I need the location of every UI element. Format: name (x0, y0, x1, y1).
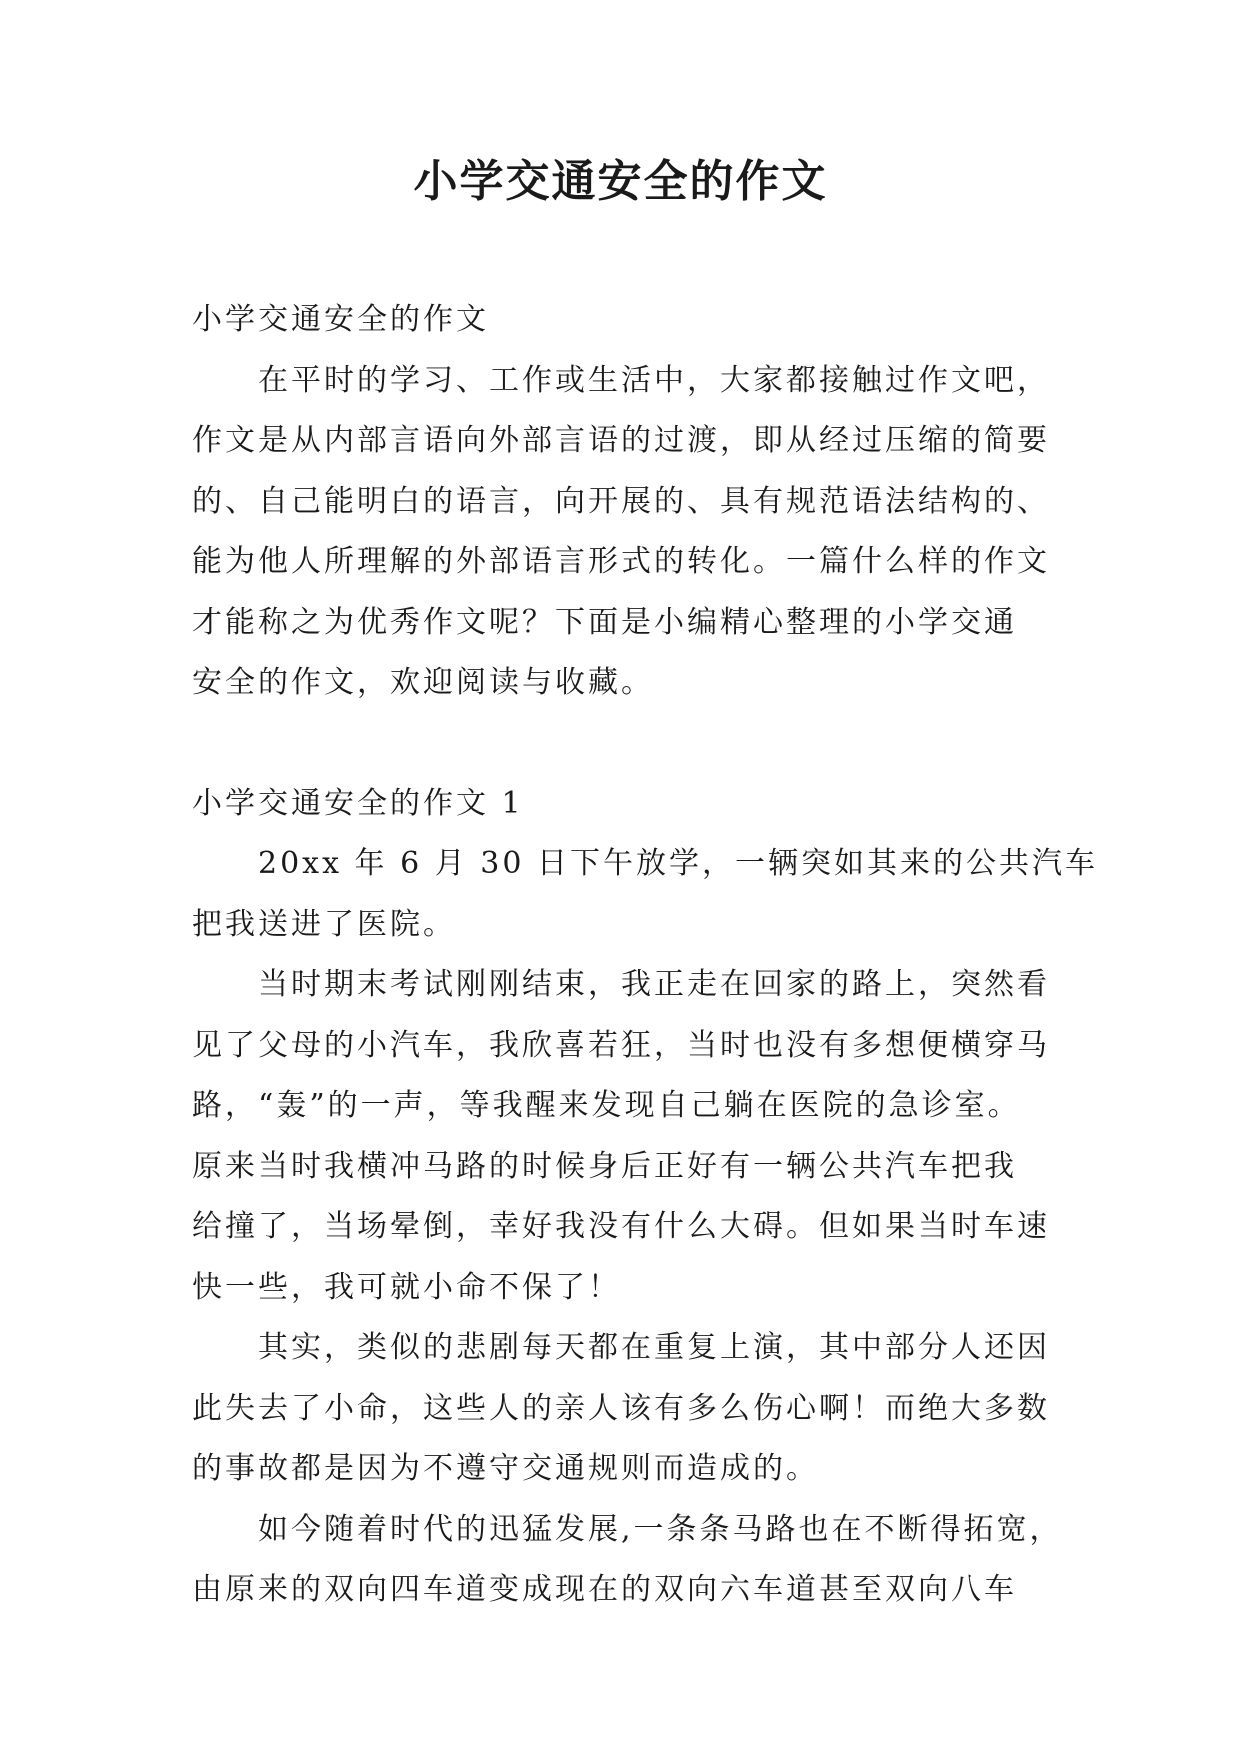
essay-paragraph-1 (192, 834, 1098, 955)
paragraph-line: 快一些，我可就小命不保了！ (192, 1269, 621, 1305)
document-body (192, 290, 1098, 1621)
section-spacer (192, 714, 1072, 774)
paragraph-line: 如今随着时代的迅猛发展,一条条马路也在不断得拓宽， (258, 1511, 1063, 1547)
paragraph-line: 给撞了，当场晕倒，幸好我没有什么大碍。但如果当时车速 (192, 1209, 1050, 1244)
intro-paragraph (192, 351, 1072, 714)
paragraph-line: 由原来的双向四车道变成现在的双向六车道甚至双向八车 (192, 1572, 1017, 1607)
paragraph-line: 此失去了小命，这些人的亲人该有多么伤心啊！而绝大多数 (192, 1390, 1050, 1426)
paragraph-line: 能为他人所理解的外部语言形式的转化。一篇什么样的作文 (192, 544, 1050, 579)
essay-paragraph-2 (192, 955, 1072, 1318)
paragraph-line: 的事故都是因为不遵守交通规则而造成的。 (192, 1451, 819, 1486)
paragraph-line: 作文是从内部言语向外部言语的过渡，即从经过压缩的简要 (192, 423, 1050, 458)
paragraph-line: 路，“轰”的一声，等我醒来发现自己躺在医院的急诊室。 (192, 1088, 1021, 1123)
paragraph-line: 20xx 年 6 月 30 日下午放学，一辆突如其来的公共汽车 (258, 846, 1098, 881)
paragraph-line: 安全的作文，欢迎阅读与收藏。 (192, 665, 654, 700)
section-heading-intro: 小学交通安全的作文 (192, 302, 489, 337)
paragraph-line: 其实，类似的悲剧每天都在重复上演，其中部分人还因 (258, 1330, 1050, 1365)
paragraph-line: 原来当时我横冲马路的时候身后正好有一辆公共汽车把我 (192, 1148, 1017, 1184)
section-heading-essay-1: 小学交通安全的作文 1 (192, 785, 524, 821)
essay-paragraph-3 (192, 1318, 1072, 1500)
paragraph-line: 把我送进了医院。 (192, 906, 456, 942)
paragraph-line: 在平时的学习、工作或生活中，大家都接触过作文吧， (258, 362, 1050, 398)
essay-paragraph-4 (192, 1500, 1072, 1621)
paragraph-line: 才能称之为优秀作文呢？下面是小编精心整理的小学交通 (192, 604, 1017, 640)
paragraph-line: 见了父母的小汽车，我欣喜若狂，当时也没有多想便横穿马 (192, 1027, 1050, 1063)
paragraph-line: 当时期末考试刚刚结束，我正走在回家的路上，突然看 (258, 967, 1050, 1002)
paragraph-line: 的、自己能明白的语言，向开展的、具有规范语法结构的、 (192, 483, 1050, 519)
document-title: 小学交通安全的作文 (413, 156, 828, 207)
